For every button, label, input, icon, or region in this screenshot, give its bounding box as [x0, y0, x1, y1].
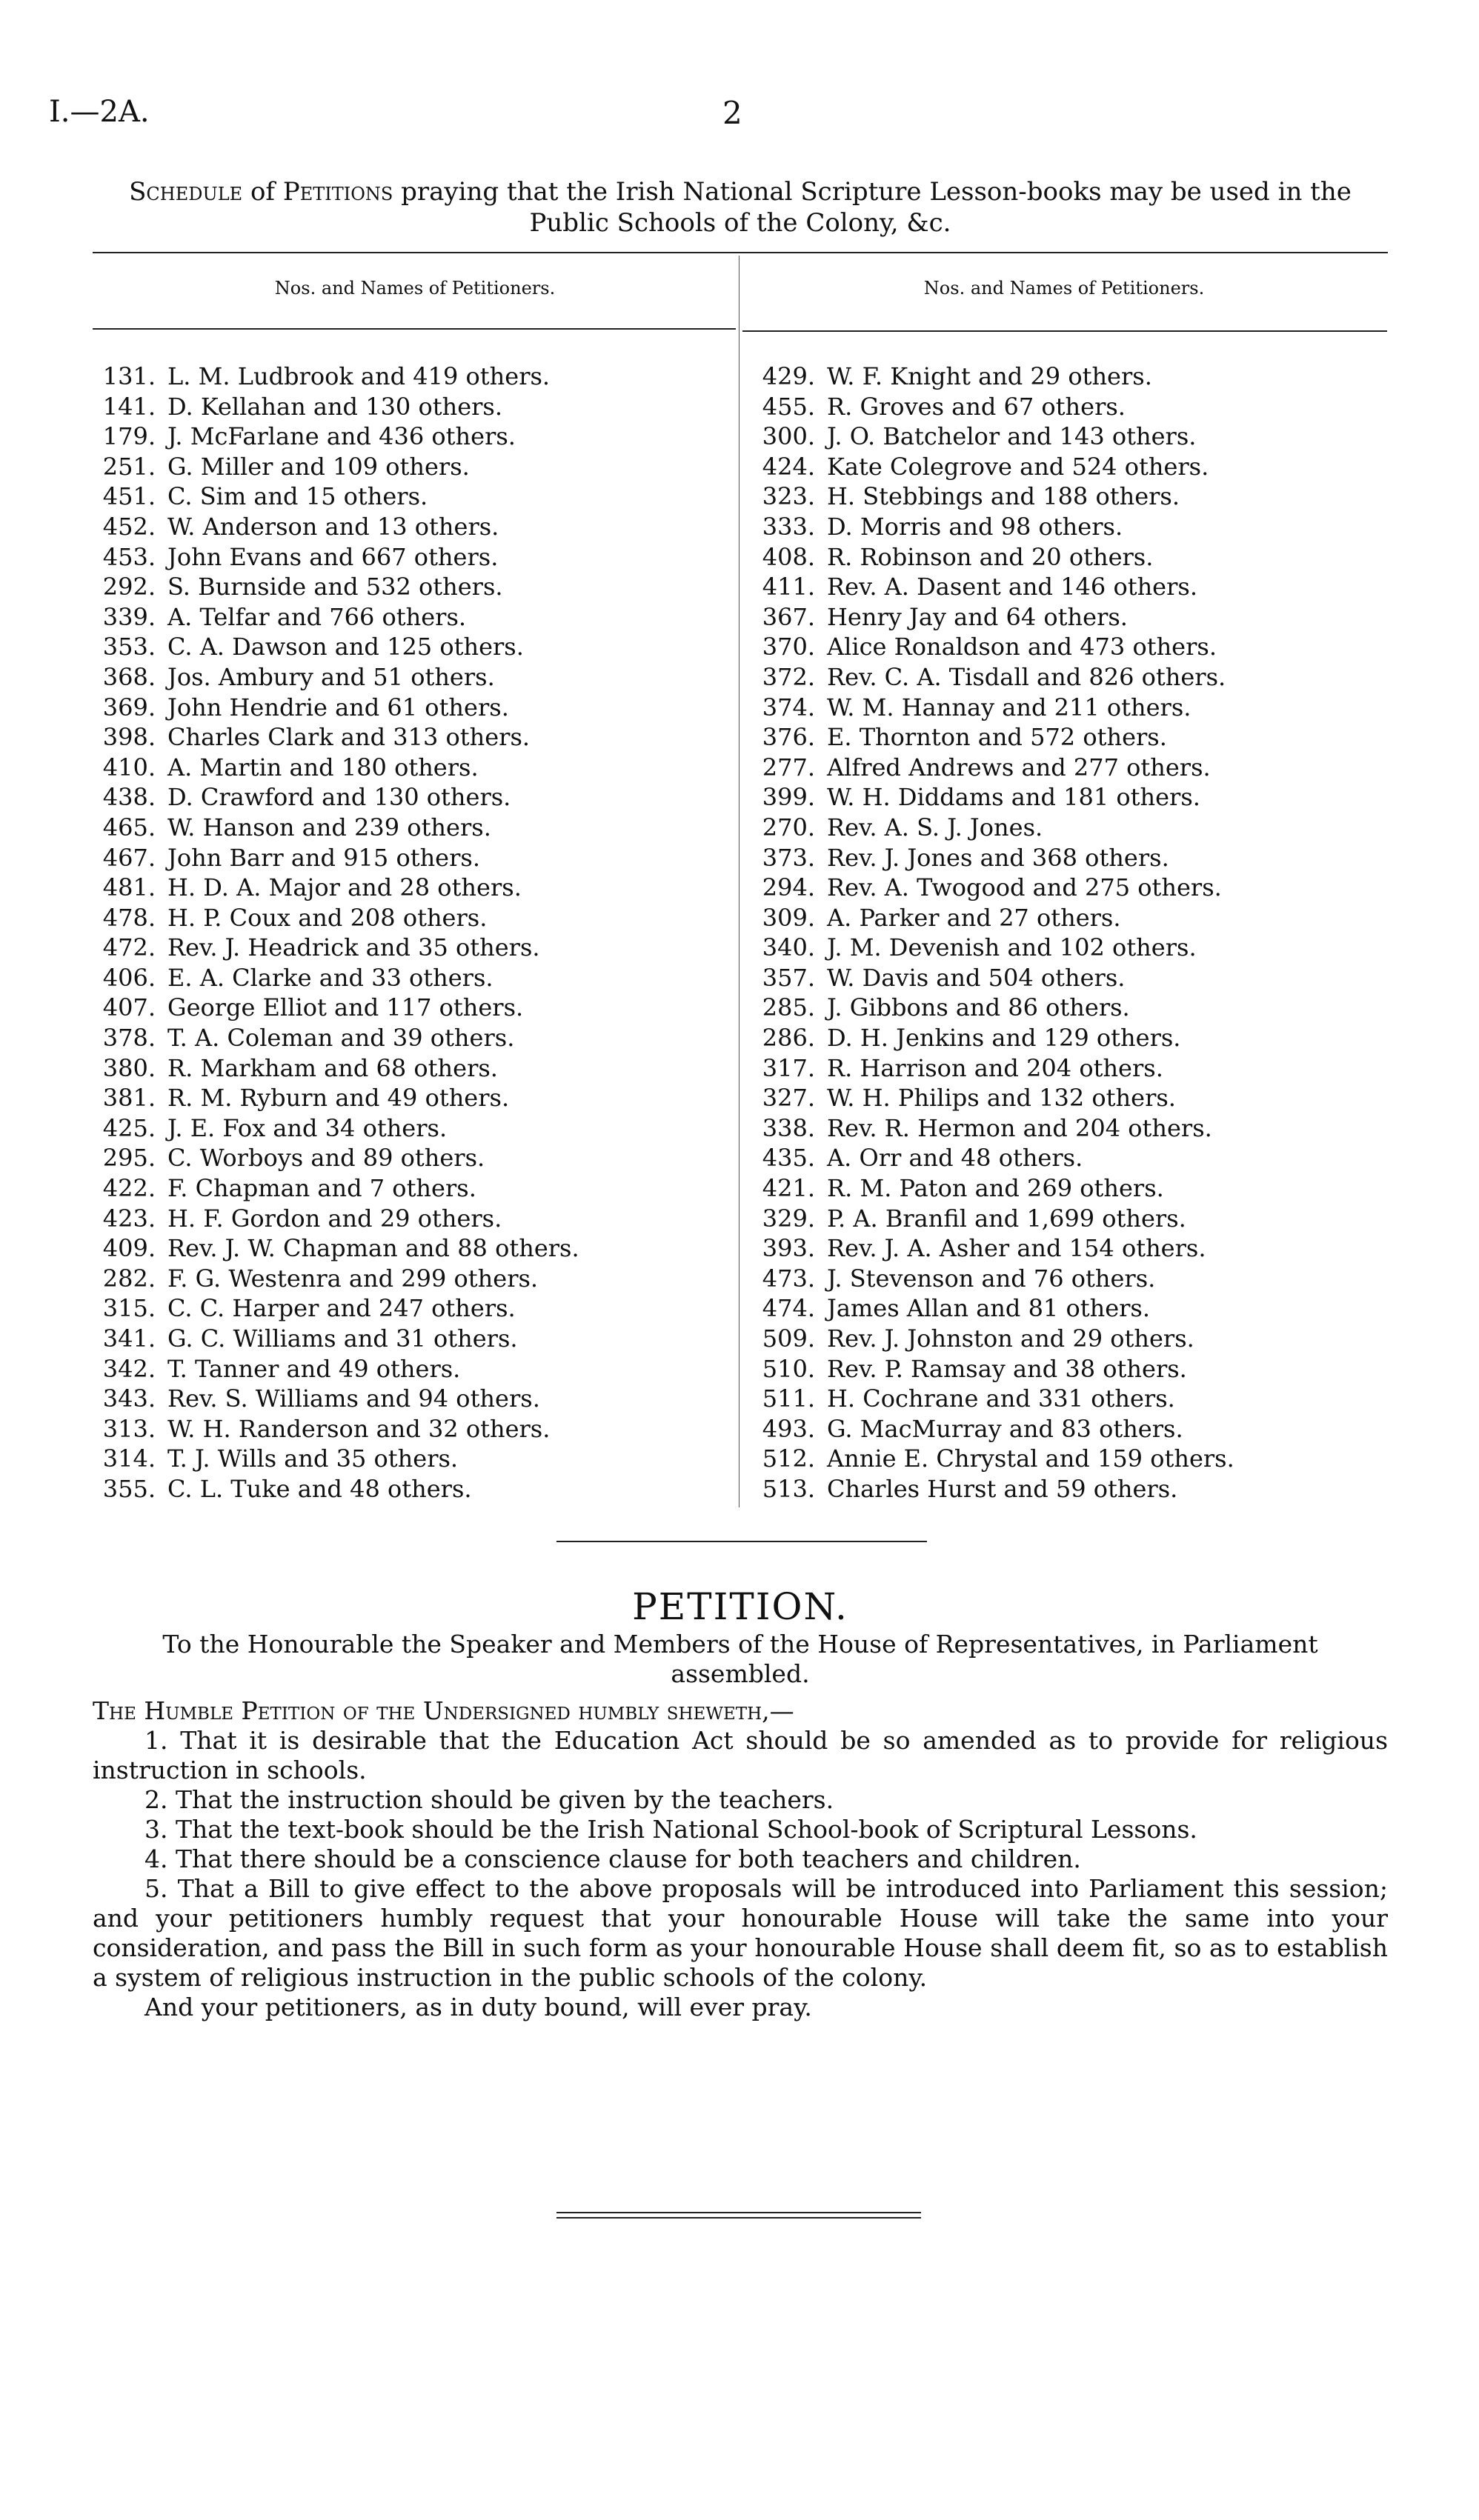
petition-entry: [756, 1053, 1234, 1084]
petition-number: 455.: [762, 392, 815, 421]
petition-number: 131.: [102, 362, 156, 390]
petition-closing: And your petitioners, as in duty bound, will ever pray.: [144, 1993, 812, 2021]
petition-entry: [756, 572, 1234, 602]
petitioner-name: A. Telfar and 766 others.: [167, 602, 467, 631]
petition-entry: [96, 1264, 579, 1294]
petitioner-name: Rev. J. A. Asher and 154 others.: [827, 1234, 1206, 1263]
petition-number: 423.: [102, 1204, 156, 1233]
petition-entry: [96, 1293, 579, 1324]
petition-entry: [756, 1354, 1234, 1384]
schedule-title: [93, 176, 1388, 239]
petition-number: 329.: [762, 1204, 815, 1233]
petition-number: 357.: [762, 963, 815, 992]
petition-number: 286.: [762, 1024, 815, 1053]
petitioner-name: W. H. Randerson and 32 others.: [167, 1414, 551, 1443]
petition-body: [93, 1630, 1388, 2022]
petitioner-name: George Elliot and 117 others.: [167, 993, 524, 1022]
petition-number: 407.: [102, 993, 156, 1022]
petition-number: 327.: [762, 1084, 815, 1113]
petition-entry: [756, 753, 1234, 783]
petitioner-name: G. MacMurray and 83 others.: [827, 1414, 1183, 1443]
petition-entry: [756, 843, 1234, 873]
petition-number: 429.: [762, 362, 815, 390]
petitioners-list-left: [96, 361, 579, 1504]
petition-number: 393.: [762, 1234, 815, 1263]
petitioner-name: R. Robinson and 20 others.: [827, 542, 1154, 571]
petition-entry: [96, 1233, 579, 1264]
petition-entry: [756, 722, 1234, 753]
petitioner-name: G. C. Williams and 31 others.: [167, 1324, 518, 1353]
petitioner-name: John Barr and 915 others.: [167, 843, 480, 872]
end-rule-bottom: [556, 2217, 921, 2219]
petition-number: 509.: [762, 1324, 815, 1353]
petition-number: 399.: [762, 783, 815, 812]
petition-entry: [756, 512, 1234, 542]
petition-number: 179.: [102, 422, 156, 451]
petition-entry: [756, 1414, 1234, 1444]
petition-entry: [96, 572, 579, 602]
petitioner-name: J. E. Fox and 34 others.: [167, 1113, 448, 1142]
petition-number: 370.: [762, 633, 815, 661]
petition-number: 474.: [762, 1294, 815, 1323]
petition-number: 294.: [762, 873, 815, 902]
petition-number: 472.: [102, 933, 156, 962]
petition-clause: 5. That a Bill to give effect to the above proposals will be introduced into Parliament this session; and your petitioners humbly request that your honourable House will take the same into your consideration, and pass the Bill in such form as your honourable House shall deem fit, so as to establish a system of religious instruction in the public schools of the colony.: [93, 1874, 1388, 1992]
petitioner-name: H. P. Coux and 208 others.: [167, 903, 488, 932]
petitioner-name: D. Crawford and 130 others.: [167, 783, 511, 812]
petition-entry: [96, 542, 579, 573]
petition-number: 355.: [102, 1474, 156, 1503]
petition-clause: 1. That it is desirable that the Education Act should be so amended as to provide for religious instruction in schools.: [93, 1726, 1388, 1784]
petition-entry: [756, 782, 1234, 813]
petition-number: 141.: [102, 392, 156, 421]
petition-entry: [756, 813, 1234, 843]
column-header-right: Nos. and Names of Petitioners.: [923, 278, 1205, 299]
title-text: of: [242, 177, 283, 207]
petition-number: 406.: [102, 963, 156, 992]
petitioner-name: R. Groves and 67 others.: [827, 392, 1126, 421]
title-petitions-word: Petitions: [282, 177, 393, 207]
petition-number: 409.: [102, 1234, 156, 1263]
petition-entry: [756, 1204, 1234, 1234]
petitioner-name: F. G. Westenra and 299 others.: [167, 1264, 539, 1293]
petition-number: 373.: [762, 843, 815, 872]
petitioner-name: R. Harrison and 204 others.: [827, 1053, 1163, 1082]
section-rule: [556, 1541, 927, 1542]
petitioner-name: E. Thornton and 572 others.: [827, 723, 1167, 752]
petition-entry: [96, 873, 579, 903]
petition-number: 339.: [102, 602, 156, 631]
end-rule-top: [556, 2212, 921, 2213]
petitioner-name: C. Worboys and 89 others.: [167, 1144, 485, 1173]
petitioner-name: Rev. J. W. Chapman and 88 others.: [167, 1234, 579, 1263]
petition-number: 367.: [762, 602, 815, 631]
petition-number: 368.: [102, 662, 156, 691]
petitioners-list-right: [756, 361, 1234, 1504]
petition-number: 292.: [102, 573, 156, 601]
petition-number: 341.: [102, 1324, 156, 1353]
petition-entry: [96, 1143, 579, 1173]
petitioner-name: Charles Hurst and 59 others.: [827, 1474, 1178, 1503]
petition-entry: [756, 1113, 1234, 1144]
petition-entry: [96, 361, 579, 392]
petition-address: To the Honourable the Speaker and Members of the House of Representatives, in Parliament assembled.: [162, 1630, 1318, 1688]
title-schedule-word: Schedule: [129, 177, 243, 207]
petition-entry: [96, 1474, 579, 1504]
petition-entry: [96, 813, 579, 843]
column-header-left: Nos. and Names of Petitioners.: [274, 278, 556, 299]
page-number: 2: [722, 95, 742, 131]
petition-number: 411.: [762, 573, 815, 601]
petition-entry: [756, 602, 1234, 633]
petition-number: 453.: [102, 542, 156, 571]
petitioner-name: W. H. Philips and 132 others.: [827, 1084, 1176, 1113]
petition-number: 438.: [102, 783, 156, 812]
petition-entry: [96, 1204, 579, 1234]
petition-number: 510.: [762, 1354, 815, 1383]
petition-entry: [96, 843, 579, 873]
petition-preamble: The Humble Petition of the Undersigned humbly sheweth,—: [93, 1696, 794, 1725]
petitioner-name: T. J. Wills and 35 others.: [167, 1444, 459, 1473]
petition-entry: [756, 1023, 1234, 1053]
petition-entry: [96, 693, 579, 723]
petition-number: 511.: [762, 1384, 815, 1413]
petitioner-name: Rev. S. Williams and 94 others.: [167, 1384, 540, 1413]
petition-entry: [756, 993, 1234, 1023]
petition-number: 424.: [762, 452, 815, 481]
petition-number: 465.: [102, 813, 156, 841]
petitioner-name: Rev. A. Twogood and 275 others.: [827, 873, 1222, 902]
petitioner-name: D. Kellahan and 130 others.: [167, 392, 503, 421]
petition-entry: [756, 963, 1234, 993]
petitioner-name: Charles Clark and 313 others.: [167, 723, 531, 752]
petition-entry: [756, 1324, 1234, 1354]
petitioner-name: C. A. Dawson and 125 others.: [167, 633, 524, 661]
petition-entry: [756, 1444, 1234, 1474]
petitioner-name: C. L. Tuke and 48 others.: [167, 1474, 472, 1503]
petition-entry: [96, 1414, 579, 1444]
petitioner-name: Kate Colegrove and 524 others.: [827, 452, 1209, 481]
petitioner-name: Alice Ronaldson and 473 others.: [827, 633, 1217, 661]
petition-entry: [96, 963, 579, 993]
petition-clause: 2. That the instruction should be given by the teachers.: [144, 1785, 834, 1814]
petitioner-name: Jos. Ambury and 51 others.: [167, 662, 495, 691]
petitioner-name: Rev. J. Johnston and 29 others.: [827, 1324, 1194, 1353]
petitioner-name: D. Morris and 98 others.: [827, 512, 1123, 541]
petition-entry: [96, 1053, 579, 1084]
petition-number: 376.: [762, 723, 815, 752]
petition-number: 478.: [102, 903, 156, 932]
petition-entry: [96, 782, 579, 813]
petition-entry: [756, 392, 1234, 422]
petitioner-name: D. H. Jenkins and 129 others.: [827, 1024, 1181, 1053]
petition-number: 374.: [762, 693, 815, 721]
petitioner-name: W. F. Knight and 29 others.: [827, 362, 1152, 390]
petitioner-name: W. Hanson and 239 others.: [167, 813, 491, 841]
petition-number: 493.: [762, 1414, 815, 1443]
petition-heading: PETITION.: [632, 1585, 848, 1628]
header-rule-right: [742, 330, 1387, 332]
petitioner-name: W. H. Diddams and 181 others.: [827, 783, 1200, 812]
petition-entry: [96, 1444, 579, 1474]
petition-number: 467.: [102, 843, 156, 872]
petitioner-name: Rev. C. A. Tisdall and 826 others.: [827, 662, 1226, 691]
petitioner-name: S. Burnside and 532 others.: [167, 573, 503, 601]
petition-number: 270.: [762, 813, 815, 841]
petition-entry: [96, 1324, 579, 1354]
petition-number: 295.: [102, 1144, 156, 1173]
petition-entry: [756, 1384, 1234, 1414]
petition-entry: [756, 632, 1234, 662]
petition-entry: [96, 632, 579, 662]
petition-number: 317.: [762, 1053, 815, 1082]
petitioner-name: G. Miller and 109 others.: [167, 452, 470, 481]
petition-entry: [96, 392, 579, 422]
petition-number: 285.: [762, 993, 815, 1022]
petitioner-name: Rev. J. Jones and 368 others.: [827, 843, 1169, 872]
petition-entry: [756, 933, 1234, 963]
petitioner-name: J. Stevenson and 76 others.: [827, 1264, 1156, 1293]
petition-entry: [96, 1384, 579, 1414]
petition-number: 513.: [762, 1474, 815, 1503]
petition-entry: [96, 1354, 579, 1384]
petition-number: 512.: [762, 1444, 815, 1473]
petitioner-name: J. McFarlane and 436 others.: [167, 422, 516, 451]
petitioner-name: P. A. Branfil and 1,699 others.: [827, 1204, 1186, 1233]
petition-entry: [756, 1083, 1234, 1113]
petition-clause: 3. That the text-book should be the Irish National School-book of Scriptural Lessons.: [144, 1815, 1197, 1844]
petitioner-name: James Allan and 81 others.: [827, 1294, 1151, 1323]
petition-entry: [96, 452, 579, 482]
petition-entry: [756, 452, 1234, 482]
petition-entry: [756, 1173, 1234, 1204]
petitioner-name: R. M. Paton and 269 others.: [827, 1174, 1164, 1203]
petitioner-name: John Hendrie and 61 others.: [167, 693, 509, 721]
petitioner-name: J. Gibbons and 86 others.: [827, 993, 1130, 1022]
petition-entry: [96, 903, 579, 933]
petition-entry: [96, 602, 579, 633]
petition-number: 435.: [762, 1144, 815, 1173]
petition-number: 309.: [762, 903, 815, 932]
petition-entry: [96, 1083, 579, 1113]
petitioner-name: W. Davis and 504 others.: [827, 963, 1126, 992]
petition-number: 425.: [102, 1113, 156, 1142]
petition-entry: [756, 361, 1234, 392]
petitioner-name: J. O. Batchelor and 143 others.: [827, 422, 1197, 451]
petition-number: 473.: [762, 1264, 815, 1293]
petition-entry: [96, 421, 579, 452]
petitioner-name: H. Stebbings and 188 others.: [827, 482, 1180, 511]
petition-entry: [756, 873, 1234, 903]
document-reference: I.—2A.: [49, 95, 150, 129]
petition-number: 452.: [102, 512, 156, 541]
petitioner-name: L. M. Ludbrook and 419 others.: [167, 362, 551, 390]
petition-number: 251.: [102, 452, 156, 481]
petitioner-name: W. Anderson and 13 others.: [167, 512, 499, 541]
petition-entry: [96, 1023, 579, 1053]
petitioner-name: F. Chapman and 7 others.: [167, 1174, 476, 1203]
petitioner-name: Alfred Andrews and 277 others.: [827, 753, 1211, 781]
petitioner-name: R. Markham and 68 others.: [167, 1053, 498, 1082]
petition-number: 378.: [102, 1024, 156, 1053]
petition-number: 381.: [102, 1084, 156, 1113]
petition-number: 372.: [762, 662, 815, 691]
petition-number: 314.: [102, 1444, 156, 1473]
petition-number: 323.: [762, 482, 815, 511]
petitioner-name: Annie E. Chrystal and 159 others.: [827, 1444, 1234, 1473]
petitioner-name: Henry Jay and 64 others.: [827, 602, 1128, 631]
petition-number: 421.: [762, 1174, 815, 1203]
petition-number: 481.: [102, 873, 156, 902]
petition-entry: [756, 1143, 1234, 1173]
petitioner-name: J. M. Devenish and 102 others.: [827, 933, 1197, 962]
petitioner-name: C. Sim and 15 others.: [167, 482, 428, 511]
petition-entry: [756, 1233, 1234, 1264]
petitioner-name: H. D. A. Major and 28 others.: [167, 873, 522, 902]
petition-number: 343.: [102, 1384, 156, 1413]
petition-entry: [756, 662, 1234, 693]
petitioner-name: H. Cochrane and 331 others.: [827, 1384, 1175, 1413]
petitioner-name: A. Orr and 48 others.: [827, 1144, 1083, 1173]
petition-number: 380.: [102, 1053, 156, 1082]
petition-entry: [96, 1113, 579, 1144]
petitioner-name: Rev. P. Ramsay and 38 others.: [827, 1354, 1187, 1383]
petition-entry: [756, 421, 1234, 452]
petition-entry: [96, 722, 579, 753]
petitioner-name: W. M. Hannay and 211 others.: [827, 693, 1191, 721]
petition-clause: 4. That there should be a conscience clause for both teachers and children.: [144, 1844, 1081, 1873]
petition-entry: [96, 933, 579, 963]
petitioner-name: H. F. Gordon and 29 others.: [167, 1204, 502, 1233]
petitioner-name: Rev. A. S. J. Jones.: [827, 813, 1043, 841]
petitioner-name: A. Martin and 180 others.: [167, 753, 479, 781]
petition-number: 338.: [762, 1113, 815, 1142]
petition-number: 408.: [762, 542, 815, 571]
petition-number: 353.: [102, 633, 156, 661]
petition-number: 300.: [762, 422, 815, 451]
petition-entry: [96, 753, 579, 783]
petition-number: 398.: [102, 723, 156, 752]
petitioner-name: John Evans and 667 others.: [167, 542, 499, 571]
petitioner-name: C. C. Harper and 247 others.: [167, 1294, 516, 1323]
petition-entry: [96, 662, 579, 693]
petition-number: 451.: [102, 482, 156, 511]
top-rule: [93, 252, 1388, 253]
petition-entry: [96, 1173, 579, 1204]
petition-number: 369.: [102, 693, 156, 721]
petition-entry: [756, 1293, 1234, 1324]
petition-entry: [756, 481, 1234, 512]
petition-entry: [756, 1474, 1234, 1504]
petition-number: 313.: [102, 1414, 156, 1443]
petitioner-name: E. A. Clarke and 33 others.: [167, 963, 493, 992]
petitioner-name: T. A. Coleman and 39 others.: [167, 1024, 515, 1053]
title-text: praying that the Irish National Scripture Lesson-books may be used in the Public Schools of the Colony, &c.: [393, 177, 1352, 238]
petition-entry: [96, 481, 579, 512]
petition-number: 342.: [102, 1354, 156, 1383]
petition-number: 277.: [762, 753, 815, 781]
petition-number: 333.: [762, 512, 815, 541]
petition-number: 282.: [102, 1264, 156, 1293]
petition-number: 315.: [102, 1294, 156, 1323]
petition-entry: [756, 1264, 1234, 1294]
petitioner-name: R. M. Ryburn and 49 others.: [167, 1084, 510, 1113]
petitioner-name: A. Parker and 27 others.: [827, 903, 1121, 932]
header-rule-left: [93, 328, 736, 330]
petition-number: 410.: [102, 753, 156, 781]
petitioner-name: Rev. A. Dasent and 146 others.: [827, 573, 1197, 601]
petitioner-name: Rev. R. Hermon and 204 others.: [827, 1113, 1212, 1142]
petitioner-name: Rev. J. Headrick and 35 others.: [167, 933, 540, 962]
petition-entry: [96, 993, 579, 1023]
petition-entry: [756, 903, 1234, 933]
petition-entry: [756, 542, 1234, 573]
petition-entry: [756, 693, 1234, 723]
petition-entry: [96, 512, 579, 542]
column-divider: [739, 256, 740, 1507]
petition-number: 340.: [762, 933, 815, 962]
petition-number: 422.: [102, 1174, 156, 1203]
petitioner-name: T. Tanner and 49 others.: [167, 1354, 461, 1383]
